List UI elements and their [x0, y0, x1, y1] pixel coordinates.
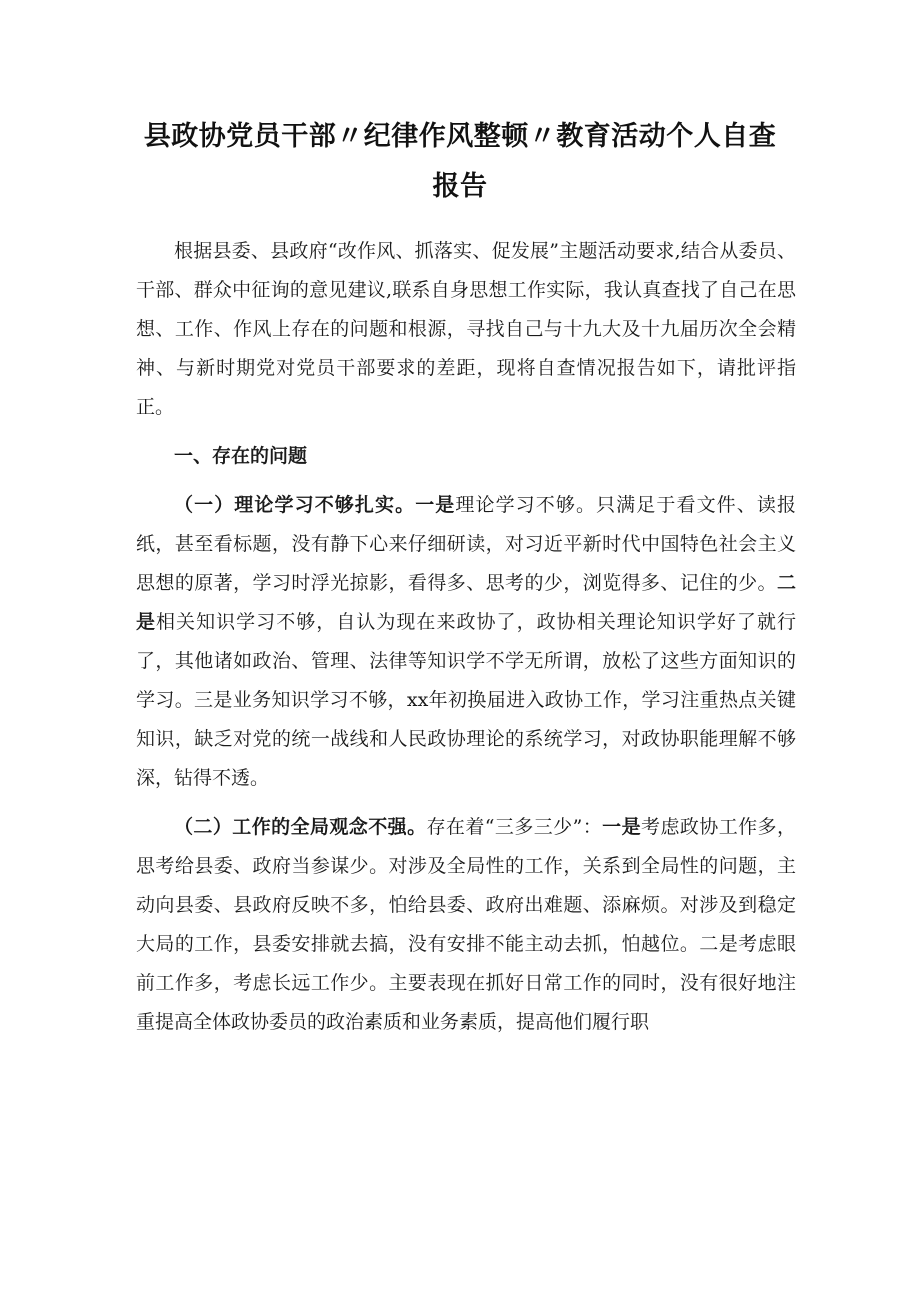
title-line-2: 报告: [432, 171, 488, 202]
item1-lead-1: 一是: [415, 494, 456, 516]
item1-text-1: 理论学习不够。只满足于看文件、读报纸，甚至看标题，没有静下心来仔细研读，对习近平新时代中国特色社会主义思想的原著，学习时浮光掠影，看得多、思考的少，浏览得多、记住的少。: [136, 494, 796, 594]
title-line-1: 县政协党员干部〃纪律作风整顿〃教育活动个人自查: [143, 121, 777, 152]
section-heading-problems: 一、存在的问题: [174, 445, 308, 467]
document-title: [110, 112, 810, 212]
item1-lead-2: 二是: [136, 572, 796, 633]
item2-text-a: 存在着“三多三少”：: [426, 816, 603, 838]
intro-paragraph: 根据县委、县政府“改作风、抓落实、促发展”主题活动要求,结合从委员、干部、群众中征询的意见建议,联系自身思想工作实际，我认真查找了自己在思想、工作、作风上存在的问题和根源，寻找自己与十九大及十九届历次全会精神、与新时期党对党员干部要求的差距，现将自查情况报告如下，请批评指正。: [136, 240, 796, 418]
item1-text-2: 相关知识学习不够，自认为现在来政协了，政协相关理论知识学好了就行了，其他诸如政治、管理、法律等知识学不学无所谓，放松了这些方面知识的学习。三是业务知识学习不够，xx年初换届进入政协工作，学习注重热点关键知识，缺乏对党的统一战线和人民政协理论的系统学习，对政协职能理解不够深，钻得不透。: [136, 611, 796, 789]
document-body: [136, 232, 796, 1042]
item1-heading: （一）理论学习不够扎实。: [174, 494, 416, 516]
item2-text-1: 考虑政协工作多，思考给县委、政府当参谋少。对涉及全局性的工作，关系到全局性的问题，主动向县委、县政府反映不多，怕给县委、政府出难题、添麻烦。对涉及到稳定大局的工作，县委安排就去搞，没有安排不能主动去抓，怕越位。二是考虑眼前工作多，考虑长远工作少。主要表现在抓好日常工作的同时，没有很好地注重提高全体政协委员的政治素质和业务素质，提高他们履行职: [136, 816, 796, 1033]
item2-heading: （二）工作的全局观念不强。: [174, 816, 427, 838]
item2-lead-1: 一是: [602, 816, 642, 838]
paragraph-overall-view: [136, 808, 796, 1042]
paragraph-theory-study: [136, 486, 796, 798]
